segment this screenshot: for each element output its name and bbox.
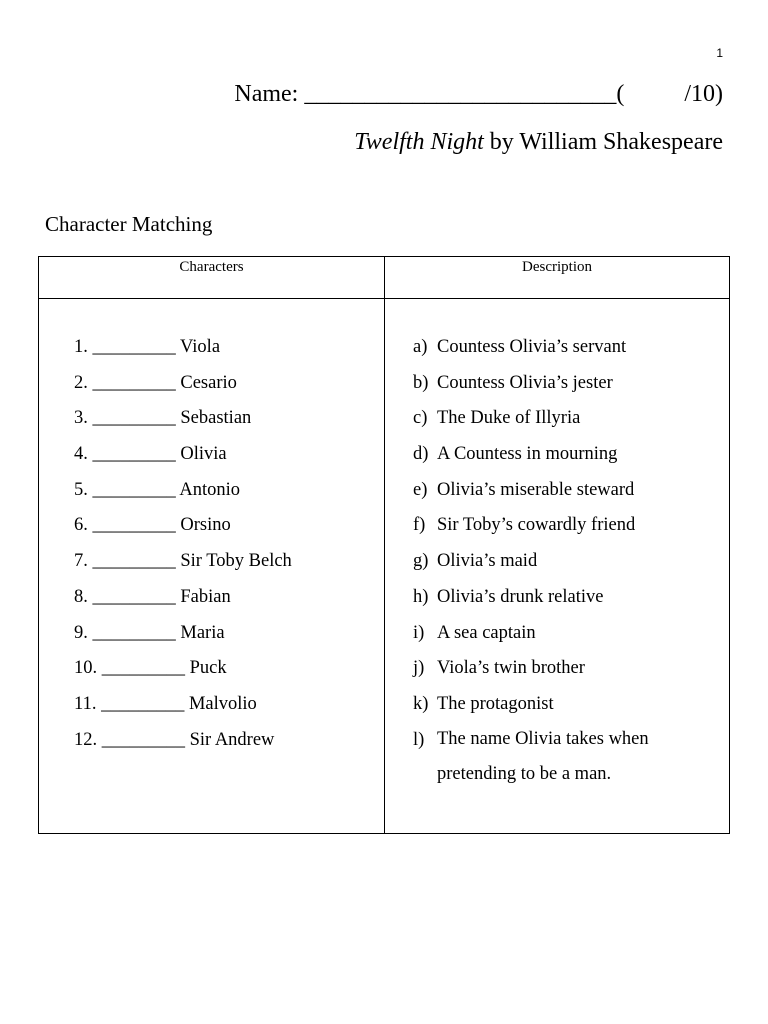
- character-item: 4. _________ Olivia: [74, 444, 227, 465]
- header-divider: [39, 298, 729, 299]
- description-item: [413, 478, 677, 514]
- description-text: Countess Olivia’s jester: [437, 372, 613, 393]
- description-text: Olivia’s maid: [437, 551, 538, 572]
- character-item: 9. _________ Maria: [74, 622, 225, 643]
- student-name-line: Name: __________________________( /10): [234, 81, 723, 107]
- page-number: 1: [716, 46, 723, 60]
- description-item: [413, 406, 677, 442]
- character-item: 5. _________ Antonio: [74, 479, 240, 500]
- description-letter: f): [413, 515, 426, 536]
- description-letter: j): [413, 658, 425, 679]
- description-text: Countess Olivia’s servant: [437, 337, 627, 357]
- description-item: [413, 549, 677, 585]
- description-text: A sea captain: [437, 622, 536, 643]
- description-letter: c): [413, 408, 428, 429]
- character-item: 8. _________ Fabian: [74, 586, 231, 607]
- characters-column-header: Characters: [179, 259, 244, 275]
- character-list: [74, 335, 292, 763]
- matching-table: [38, 256, 730, 834]
- description-column-header: Description: [522, 259, 592, 275]
- description-letter: h): [413, 586, 429, 607]
- description-letter: g): [413, 551, 429, 572]
- character-item: 3. _________ Sebastian: [74, 408, 252, 429]
- play-title: Twelfth Night: [354, 129, 484, 155]
- description-item: [413, 585, 677, 621]
- description-item: [413, 442, 677, 478]
- description-text: The protagonist: [437, 693, 554, 714]
- character-item: 2. _________ Cesario: [74, 372, 237, 393]
- description-letter: b): [413, 372, 429, 393]
- description-list: [413, 335, 677, 793]
- description-text: Sir Toby’s cowardly friend: [437, 515, 636, 536]
- character-item: 12. _________ Sir Andrew: [74, 729, 275, 750]
- description-letter: a): [413, 337, 428, 357]
- description-item: [413, 621, 677, 657]
- description-item: [413, 728, 677, 793]
- description-item: [413, 513, 677, 549]
- description-letter: i): [413, 622, 425, 643]
- description-item: [413, 335, 677, 371]
- description-text: Viola’s twin brother: [437, 658, 585, 679]
- description-text: Olivia’s miserable steward: [437, 479, 635, 500]
- character-item: 7. _________ Sir Toby Belch: [74, 551, 292, 572]
- character-item: 1. _________ Viola: [74, 337, 221, 357]
- column-divider: [384, 257, 385, 833]
- description-letter: e): [413, 479, 428, 500]
- author-text: by William Shakespeare: [483, 129, 723, 155]
- description-item: [413, 371, 677, 407]
- worksheet-title: [0, 129, 723, 156]
- character-item: 10. _________ Puck: [74, 658, 227, 679]
- description-text: A Countess in mourning: [437, 444, 618, 465]
- character-item: 11. _________ Malvolio: [74, 693, 257, 714]
- section-heading: Character Matching: [45, 212, 213, 236]
- description-item: [413, 656, 677, 692]
- description-text: Olivia’s drunk relative: [437, 586, 604, 607]
- description-letter: l): [413, 729, 425, 750]
- character-item: 6. _________ Orsino: [74, 515, 231, 536]
- description-text: The name Olivia takes when pretending to be a man.: [437, 728, 649, 785]
- description-letter: k): [413, 693, 429, 714]
- description-letter: d): [413, 444, 429, 465]
- description-text: The Duke of Illyria: [437, 408, 581, 429]
